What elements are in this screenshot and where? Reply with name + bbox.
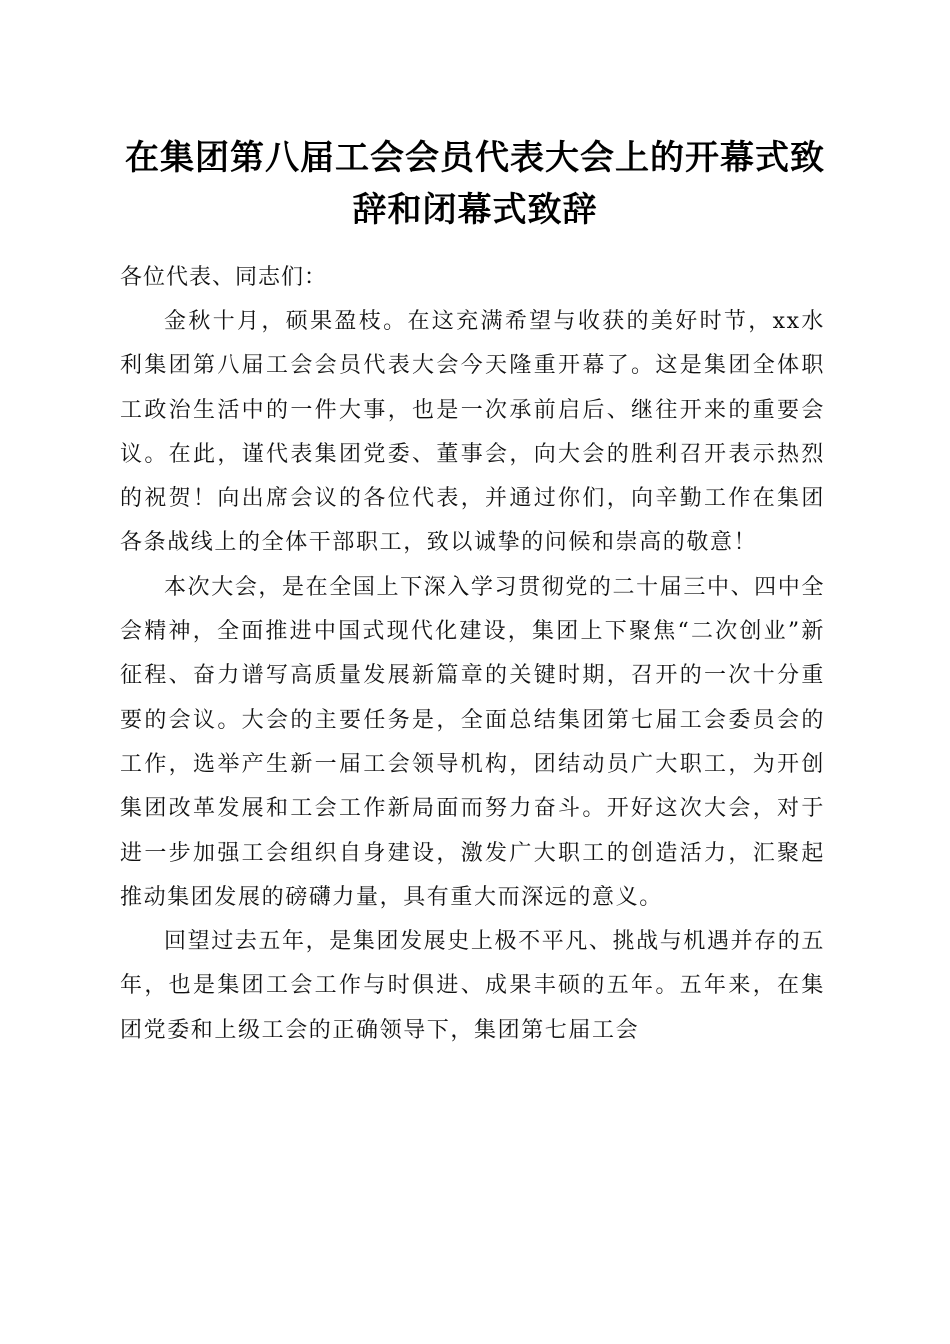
paragraph-2: 本次大会，是在全国上下深入学习贯彻党的二十届三中、四中全会精神，全面推进中国式现代化建设，集团上下聚焦“二次创业”新征程、奋力谱写高质量发展新篇章的关键时期，召开的一次十分重要的会议。大会的主要任务是，全面总结集团第七届工会委员会的工作，选举产生新一届工会领导机构，团结动员广大职工，为开创集团改革发展和工会工作新局面而努力奋斗。开好这次大会，对于进一步加强工会组织自身建设，激发广大职工的创造活力，汇聚起推动集团发展的磅礴力量，具有重大而深远的意义。 [120, 574, 825, 910]
document-body [120, 256, 825, 1053]
document-title: 在集团第八届工会会员代表大会上的开幕式致辞和闭幕式致辞 [125, 138, 825, 230]
salutation: 各位代表、同志们： [120, 265, 328, 290]
paragraph-1: 金秋十月，硕果盈枝。在这充满希望与收获的美好时节，xx水利集团第八届工会会员代表大会今天隆重开幕了。这是集团全体职工政治生活中的一件大事，也是一次承前启后、继往开来的重要会议。在此，谨代表集团党委、董事会，向大会的胜利召开表示热烈的祝贺！向出席会议的各位代表，并通过你们，向辛勤工作在集团各条战线上的全体干部职工，致以诚挚的问候和崇高的敬意！ [120, 309, 825, 556]
paragraph-3: 回望过去五年，是集团发展史上极不平凡、挑战与机遇并存的五年，也是集团工会工作与时俱进、成果丰硕的五年。五年来，在集团党委和上级工会的正确领导下，集团第七届工会 [120, 929, 825, 1043]
